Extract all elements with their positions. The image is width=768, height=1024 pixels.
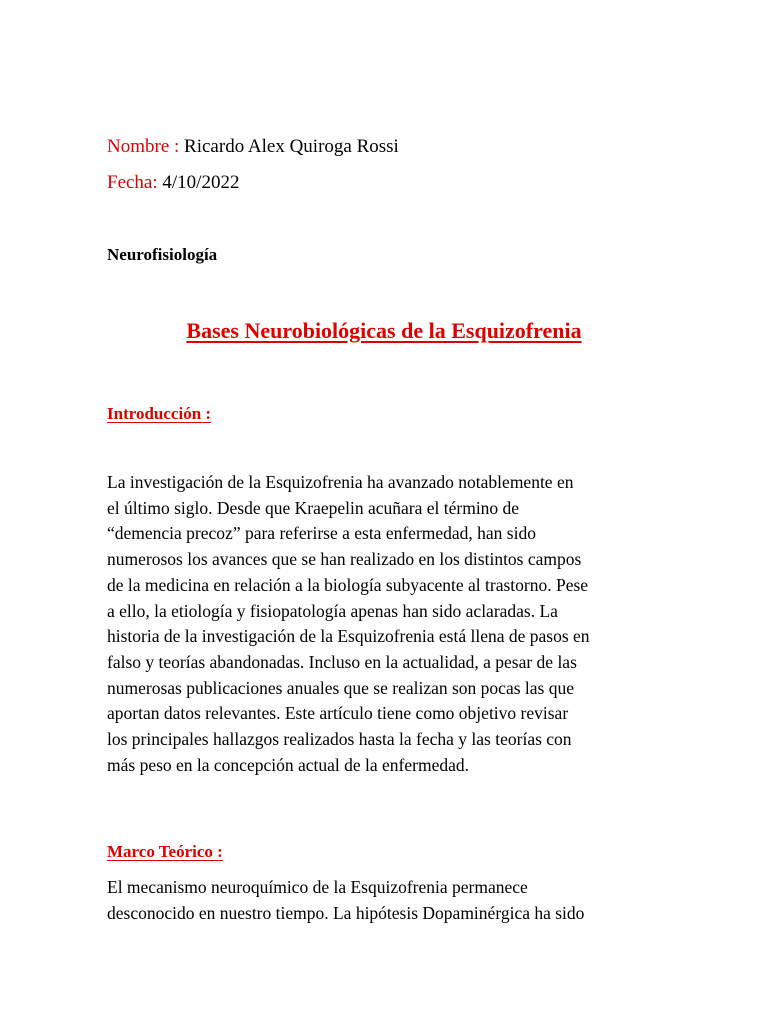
name-value: Ricardo Alex Quiroga Rossi [184, 136, 399, 157]
paragraph-line: los principales hallazgos realizados hasta la fecha y las teorías con [107, 729, 572, 750]
name-line [107, 135, 399, 159]
paragraph-line: historia de la investigación de la Esquizofrenia está llena de pasos en [107, 626, 590, 647]
paragraph-introduccion [107, 470, 667, 778]
paragraph-line: falso y teorías abandonadas. Incluso en la actualidad, a pesar de las [107, 651, 577, 672]
paragraph-line: “demencia precoz” para referirse a esta enfermedad, han sido [107, 523, 536, 544]
paragraph-marco-teorico [107, 875, 667, 926]
date-value: 4/10/2022 [162, 172, 240, 193]
name-label: Nombre : [107, 136, 180, 157]
paragraph-line: más peso en la concepción actual de la enfermedad. [107, 754, 469, 775]
paragraph-line: aportan datos relevantes. Este artículo tiene como objetivo revisar [107, 703, 569, 724]
paragraph-line: de la medicina en relación a la biología subyacente al trastorno. Pese [107, 574, 589, 595]
date-label: Fecha: [107, 172, 158, 193]
paragraph-line: a ello, la etiología y fisiopatología apenas han sido aclaradas. La [107, 600, 558, 621]
date-line [107, 171, 239, 195]
paragraph-line: numerosas publicaciones anuales que se realizan son pocas las que [107, 677, 574, 698]
paragraph-line: El mecanismo neuroquímico de la Esquizofrenia permanece [107, 877, 528, 897]
subject-heading: Neurofisiología [107, 245, 218, 264]
document-title: Bases Neurobiológicas de la Esquizofrenia [186, 318, 582, 343]
paragraph-line: La investigación de la Esquizofrenia ha avanzado notablemente en [107, 472, 574, 492]
paragraph-line: numerosos los avances que se han realizado en los distintos campos [107, 549, 582, 570]
paragraph-line: desconocido en nuestro tiempo. La hipótesis Dopaminérgica ha sido [107, 902, 585, 923]
section-heading-introduccion: Introducción : [107, 404, 212, 423]
section-heading-marco-teorico: Marco Teórico : [107, 842, 223, 861]
paragraph-line: el último siglo. Desde que Kraepelin acuñara el término de [107, 497, 520, 518]
